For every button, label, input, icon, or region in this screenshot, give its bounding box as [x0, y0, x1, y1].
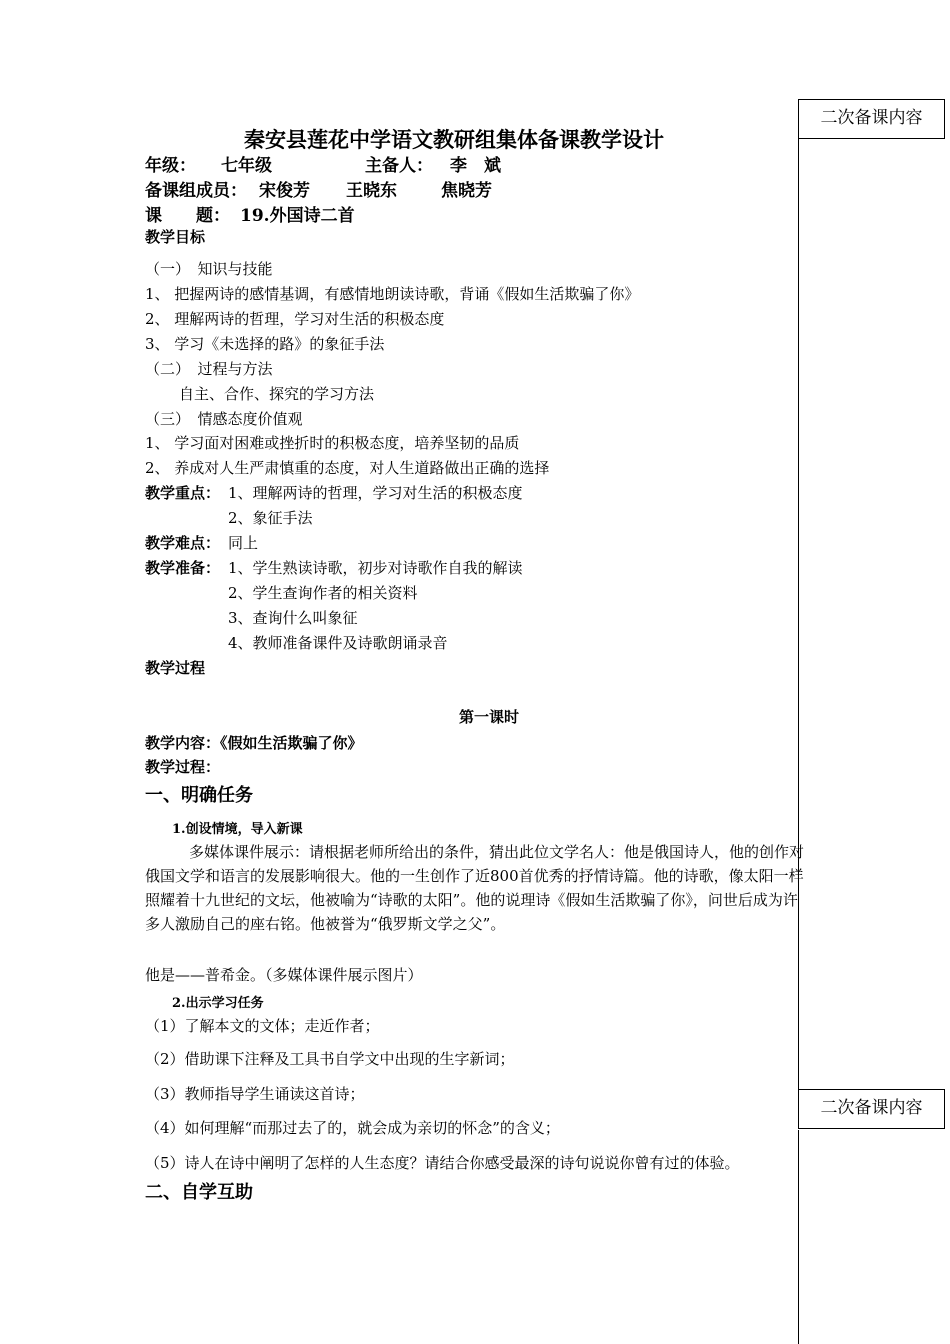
topic-label: 课 题： [145, 206, 230, 226]
intro-paragraph [145, 840, 808, 936]
prep-item: 3、查询什么叫象征 [228, 609, 358, 627]
sub-heading: 1.创设情境，导入新课 [172, 822, 303, 837]
sub-heading: 2.出示学习任务 [172, 996, 264, 1011]
grade-value: 七年级 [221, 156, 272, 176]
preparer-label: 主备人： [365, 156, 433, 176]
side-box-bottom [798, 1089, 945, 1129]
grade-label: 年级： [145, 156, 196, 176]
task-item: （4）如何理解“而那过去了的，就会成为亲切的怀念”的含义； [145, 1119, 560, 1137]
prep-item: 1、学生熟读诗歌，初步对诗歌作自我的解读 [228, 559, 523, 577]
side-box-label: 二次备课内容 [820, 1098, 923, 1118]
obj1-heading: （一） 知识与技能 [145, 260, 273, 278]
keypoint-item: 2、象征手法 [228, 509, 313, 527]
keypoints-label: 教学重点： [145, 484, 221, 502]
difficulty-value: 同上 [228, 534, 259, 552]
prep-item: 2、学生查询作者的相关资料 [228, 584, 418, 602]
obj1-item: 1、 把握两诗的感情基调，有感情地朗读诗歌，背诵《假如生活欺骗了你》 [145, 285, 640, 303]
objectives-heading: 教学目标 [145, 228, 206, 246]
obj3-item: 2、 养成对人生严肃慎重的态度，对人生道路做出正确的选择 [145, 459, 550, 477]
obj1-item: 3、 学习《未选择的路》的象征手法 [145, 335, 385, 353]
side-box-label: 二次备课内容 [820, 108, 923, 128]
group-member: 焦晓芳 [441, 181, 492, 201]
side-box-top [798, 99, 945, 139]
task-item: （1）了解本文的文体；走近作者； [145, 1017, 380, 1035]
answer-line: 他是——普希金。（多媒体课件展示图片） [145, 966, 423, 984]
task-item: （2）借助课下注释及工具书自学文中出现的生字新词； [145, 1050, 515, 1068]
obj1-item: 2、 理解两诗的哲理，学习对生活的积极态度 [145, 310, 445, 328]
task-item: （3）教师指导学生诵读这首诗； [145, 1085, 365, 1103]
group-label: 备课组成员： [145, 181, 247, 201]
content-line: 教学内容：《假如生活欺骗了你》 [145, 734, 363, 752]
section-heading: 二、自学互助 [145, 1182, 253, 1203]
obj3-item: 1、 学习面对困难或挫折时的积极态度，培养坚韧的品质 [145, 434, 520, 452]
difficulty-label: 教学难点： [145, 534, 221, 552]
process-heading: 教学过程 [145, 659, 206, 677]
obj3-heading: （三） 情感态度价值观 [145, 410, 303, 428]
section-heading: 一、明确任务 [145, 785, 253, 806]
right-margin-line-top [798, 100, 799, 1100]
task-item: （5）诗人在诗中阐明了怎样的人生态度？请结合你感受最深的诗句说说你曾有过的体验。 [145, 1154, 740, 1172]
preparer-value: 李 斌 [450, 156, 501, 176]
process-line: 教学过程： [145, 758, 221, 776]
obj2-text: 自主、合作、探究的学习方法 [179, 385, 375, 403]
lesson-heading: 第一课时 [459, 708, 520, 726]
intro-paragraph-text: 多媒体课件展示：请根据老师所给出的条件，猜出此位文学名人：他是俄国诗人，他的创作对俄国文学和语言的发展影响很大。他的一生创作了近800首优秀的抒情诗篇。他的诗歌，像太阳一样照耀着十九世纪的文坛，他被喻为“诗歌的太阳”。他的说理诗《假如生活欺骗了你》，问世后成为许多人激励自己的座右铭。他被誉为“俄罗斯文学之父”。 [145, 843, 805, 933]
right-margin-line-bottom [798, 1130, 799, 1344]
topic-value: 19.外国诗二首 [240, 206, 355, 226]
obj2-heading: （二） 过程与方法 [145, 360, 273, 378]
group-member: 宋俊芳 [259, 181, 310, 201]
group-member: 王晓东 [346, 181, 397, 201]
prep-label: 教学准备： [145, 559, 221, 577]
prep-item: 4、教师准备课件及诗歌朗诵录音 [228, 634, 448, 652]
page-title: 秦安县莲花中学语文教研组集体备课教学设计 [244, 127, 664, 152]
keypoint-item: 1、理解两诗的哲理，学习对生活的积极态度 [228, 484, 523, 502]
